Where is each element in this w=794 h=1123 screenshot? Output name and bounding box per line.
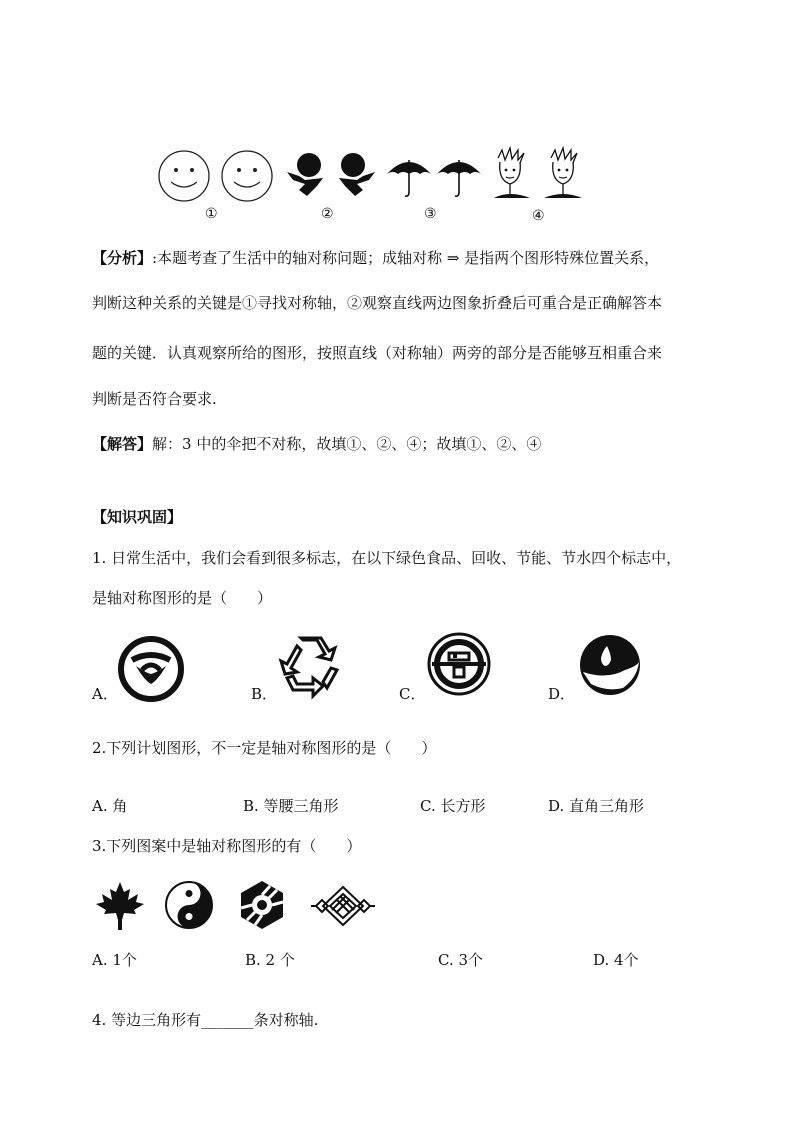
analysis-tag: 【分析】 (92, 249, 153, 267)
q1-option-c: C． (399, 685, 426, 703)
q2-option-c: C. 长方形 (420, 797, 486, 815)
endless-knot-icon (310, 885, 376, 927)
figure-label-4: ④ (532, 208, 545, 224)
q3-option-d: D. 4个 (593, 951, 639, 969)
analysis-text-1: :本题考查了生活中的轴对称问题；成轴对称 ⇒ 是指两个图形特殊位置关系， (152, 249, 660, 267)
answer-line (92, 434, 541, 454)
q2-option-b: B. 等腰三角形 (243, 797, 339, 815)
figure-label-2: ② (321, 206, 334, 222)
answer-tag: 【解答】 (92, 435, 153, 453)
smiley-face-icon (158, 150, 273, 205)
figure-label-1: ① (205, 206, 218, 222)
recycle-logo-icon (279, 636, 341, 696)
q3-option-b: B. 2 个 (245, 951, 295, 969)
analysis-line-3: 题的关键．认真观察所给的图形，按照直线（对称轴）两旁的部分是否能够互相重合来 (92, 344, 663, 362)
q4-text: 4. 等边三角形有_______条对称轴. (92, 1011, 319, 1029)
q3-option-c: C. 3个 (438, 951, 484, 969)
analysis-line-1 (92, 248, 659, 268)
answer-text: 解：3 中的伞把不对称，故填①、②、④；故填①、②、④ (152, 435, 542, 453)
q1-option-b: B． (251, 685, 278, 703)
q3-option-a: A. 1个 (92, 951, 137, 969)
q1-stem-line-1: 1. 日常生活中，我们会看到很多标志，在以下绿色食品、回收、节能、节水四个标志中， (92, 549, 682, 567)
q1-option-d: D． (548, 685, 576, 703)
maple-leaf-icon (94, 880, 146, 932)
energy-saving-logo-icon (426, 631, 492, 697)
green-food-logo-icon (118, 636, 184, 702)
figure-label-3: ③ (424, 206, 437, 222)
analysis-line-4: 判断是否符合要求. (92, 390, 217, 408)
q2-option-d: D. 直角三角形 (548, 797, 645, 815)
running-figure-icon (283, 150, 378, 200)
analysis-line-2: 判断这种关系的关键是①寻找对称轴，②观察直线两边图象折叠后可重合是正确解答本 (92, 294, 663, 312)
water-saving-logo-icon (577, 632, 643, 698)
yin-yang-icon (164, 880, 214, 930)
q1-option-a: A． (92, 685, 118, 703)
spiky-hair-face-icon (490, 148, 585, 206)
q2-option-a: A. 角 (92, 797, 128, 815)
q1-stem-line-2: 是轴对称图形的是（ ） (92, 589, 273, 607)
aperture-icon (237, 880, 287, 930)
q3-stem: 3.下列图案中是轴对称图形的有（ ） (92, 837, 362, 855)
umbrella-icon (385, 152, 485, 202)
section-title: 【知识巩固】 (92, 508, 183, 526)
q2-stem: 2.下列计划图形，不一定是轴对称图形的是（ ） (92, 739, 437, 757)
